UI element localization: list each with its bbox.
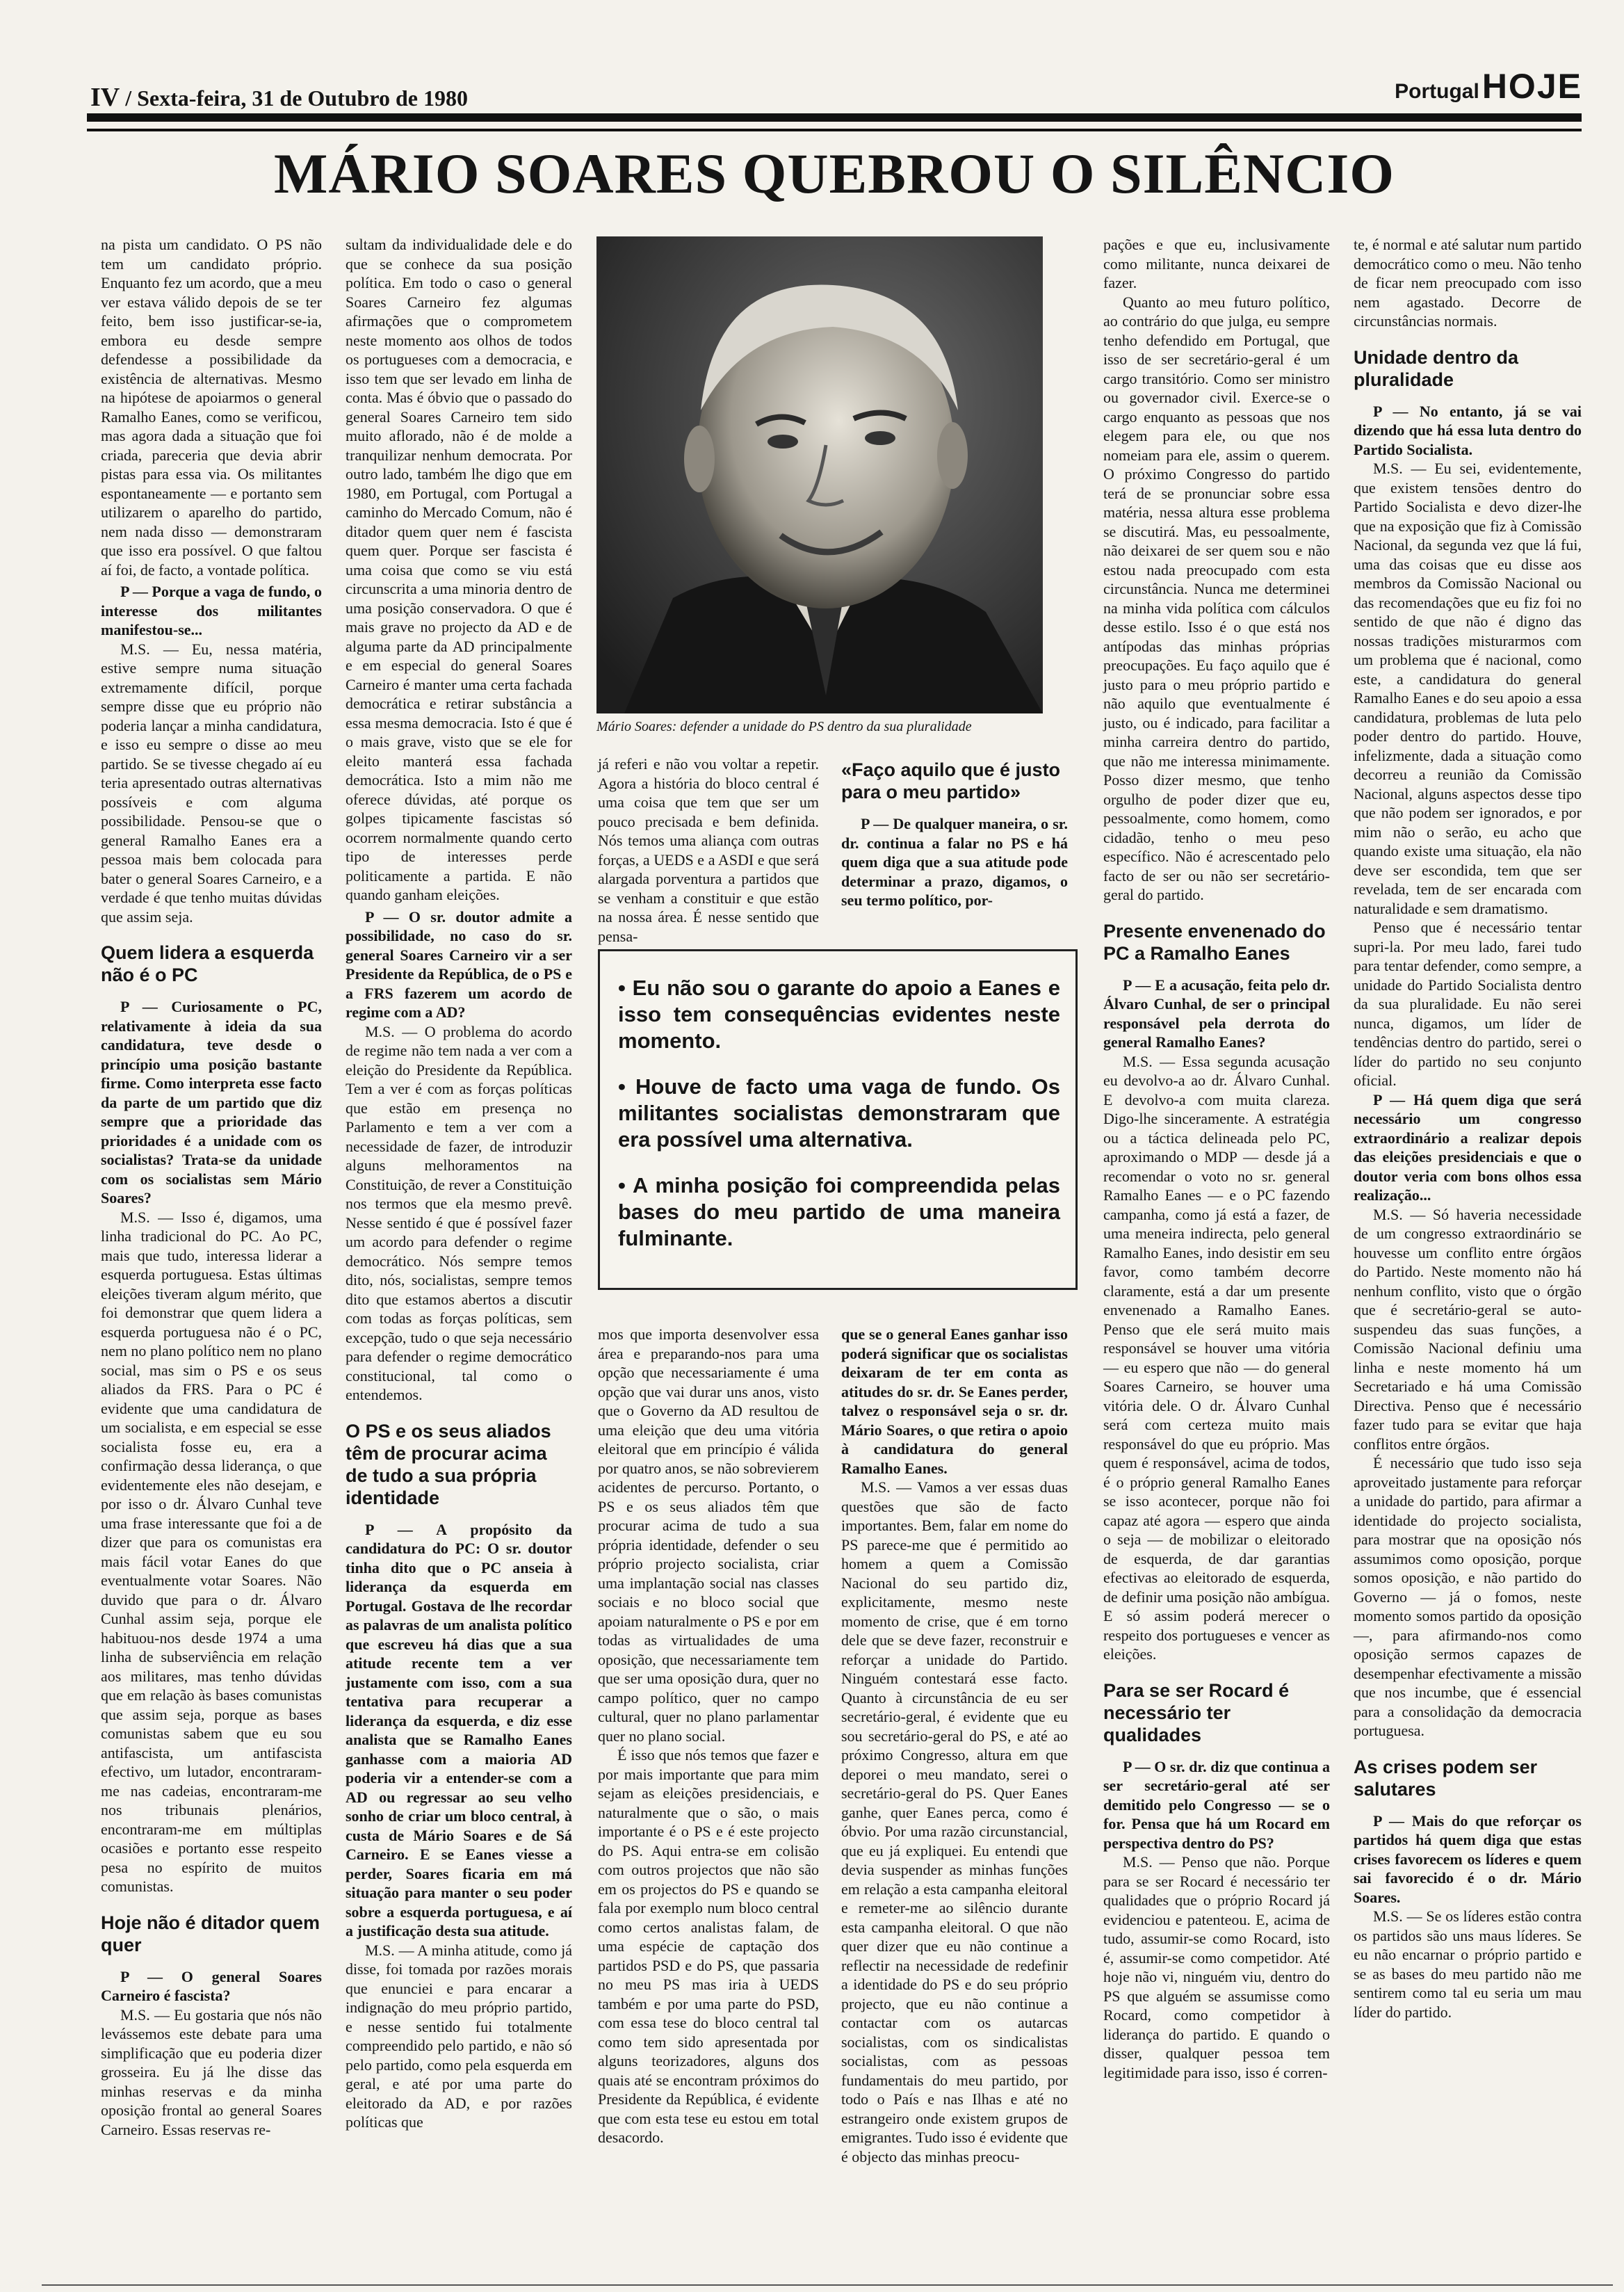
question: P — E a acusação, feita pelo dr. Álvaro Cunhal, de ser o principal responsável pela derrota do general Ramalho Eanes? xyxy=(1103,976,1330,1051)
answer: M.S. — Penso que não. Porque para se ser Rocard é necessário ter qualidades que o próprio Rocard já evidenciou e patenteou. E, acima de tudo, assumir-se como Rocard, isto é, assumir-se como competidor. Até hoje não vi, ninguém viu, dentro do PS que alguém se assumisse como Rocard, como competidor à liderança do partido. E quando o disser, qualquer pessoa tem legitimidade para isso, isso é corren- xyxy=(1103,1853,1330,2081)
column-6 xyxy=(1354,235,1582,2021)
answer: M.S. — Se os líderes estão contra os partidos são uns maus líderes. Se eu não encarnar o próprio partido e se as bases do meu partido não me sentirem como tal eu seria um mau líder do partido. xyxy=(1354,1907,1582,2021)
column-1 xyxy=(101,235,322,2139)
paragraph: Quanto ao meu futuro político, ao contrário do que julga, eu sempre tenho defendido em Portugal, que isso de ser secretário-geral é um cargo transitório. Como ser ministro ou governador civil. Exerce-se o cargo enquanto as pessoas que nos elegem para ele, ou que nos nomeiam para ele, assim o querem. O próximo Congresso do partido terá de se pronunciar sobre essa matéria, nessa altura esse problema se discutirá. Mas, eu pessoalmente, não deixarei de ser quem sou e não estou nada preocupado com esta circunstância. Nunca me determinei na minha vida política com cálculos desse estilo. Isso é o que está nos antípodas das minhas próprias preocupações. Eu faço aquilo que é justo para o meu próprio partido e não aquilo que eventualmente é justo, ou é indicado, para facilitar a minha carreira dentro do partido, que não me interessa minimamente. Posso dizer mesmo, que tenho orgulho de poder dizer que eu, pessoalmente, como homem, como cidadão, tenho o meu peso específico. Não é acrescentado pelo facto de ser ou não ser secretário-geral do partido. xyxy=(1103,293,1330,903)
headline: MÁRIO SOARES QUEBROU O SILÊNCIO xyxy=(273,142,1395,205)
masthead-name: HOJE xyxy=(1481,67,1582,106)
quote-item: • Houve de facto uma vaga de fundo. Os militantes socialistas demonstraram que era possível uma alternativa. xyxy=(618,1074,1060,1152)
page-number: IV xyxy=(90,83,120,112)
answer: Penso que é necessário tentar supri-la. Por meu lado, farei tudo para tentar defender, como sempre, a unidade do Partido Socialista dentro da sua pluralidade. Eu não serei nunca, digamos, um líder de tendências dentro do partido, serei o líder do partido no seu conjunto oficial. xyxy=(1354,919,1582,1089)
question: P — A propósito da candidatura do PC: O sr. doutor tinha dito que o PC anseia à liderança da esquerda em Portugal. Gostava de lhe recordar as palavras de um analista político que escreveu há dias que a sua atitude recente tem a ver justamente com isso, com a sua tentativa para recuperar a liderança da esquerda, e diz esse analista que se Ramalho Eanes ganhasse com a maioria AD poderia vir a entender-se com a AD ou regressar ao seu velho sonho de criar um bloco central, à custa de Mário Soares e de Sá Carneiro. E se Eanes viesse a perder, Soares ficaria em má situação para manter o seu poder sobre a esquerda portuguesa, e aí a justificação desta sua atitude. xyxy=(346,1520,572,1939)
question: P — Mais do que reforçar os partidos há quem diga que estas crises favorecem os líderes e quem sai favorecido é o dr. Mário Soares. xyxy=(1354,1811,1582,1906)
photo-caption: Mário Soares: defender a unidade do PS dentro da sua pluralidade xyxy=(596,719,972,734)
masthead-prefix: Portugal xyxy=(1395,80,1479,103)
subheading: O PS e os seus aliados têm de procurar acima de tudo a sua própria identidade xyxy=(346,1420,551,1508)
paragraph: mos que importa desenvolver essa área e preparando-nos para uma opção que necessariamente é uma opção que vai durar uns anos, visto que o Governo da AD resultou de uma eleição que deu uma vitória eleitoral que em princípio é válida por quatro anos, se não sobrevierem acidentes de percurso. Portanto, o PS e os seus aliados têm que procurar acima de tudo a sua própria identidade, defender o seu próprio projecto socialista, criar uma implantação social nas classes sociais e no bloco social que apoiam naturalmente o PS e por em todas as virtualidades de uma oposição, que necessariamente tem que ser uma oposição dura, quer no campo político, quer no campo cultural, quer no plano parlamentar quer no plano social. xyxy=(598,1325,819,1745)
paragraph: na pista um candidato. O PS não tem um candidato próprio. Enquanto fez um acordo, que a meu ver estava válido depois de se ter feito, bem isso justificar-se-ia, embora eu desde sempre defendesse a possibilidade da existência de alternativas. Mesmo na hipótese de apoiarmos o general Ramalho Eanes, como se verificou, mas agora dada a situação que foi criada, pareceria que devia abrir pistas para essa via. Os militantes espontaneamente — e portanto sem utilizarem o aparelho do partido, nem nada disso — demonstraram que isso era possível. O que faltou aí foi, de facto, a vontade política. xyxy=(101,236,322,579)
answer: M.S. — Só haveria necessidade de um congresso extraordinário se houvesse um conflito entre órgãos do Partido. Neste momento não há nenhum conflito, visto que o órgão que é secretário-geral se auto-suspendeu das suas funções, a Comissão Nacional definiu uma linha e neste momento há um Secretariado e há uma Comissão Directiva. Penso que é necessário fazer tudo para se evitar que haja conflitos entre órgãos. xyxy=(1354,1205,1582,1453)
header-rule-thin xyxy=(87,129,1582,131)
subheading: Presente envenenado do PC a Ramalho Eanes xyxy=(1103,920,1326,964)
column-3 xyxy=(598,754,819,946)
question: P — O sr. dr. diz que continua a ser secretário-geral até ser demitido pelo Congresso — se o for. Pensa que há um Rocard em perspectiva dentro do PS? xyxy=(1103,1757,1330,1852)
paragraph: É isso que nós temos que fazer e por mais importante que para mim sejam as eleições presidenciais, e naturalmente que o são, o mais importante é o PS e é este projecto do PS. Aqui entra-se em colisão com outros projectos que não são em os projectos do PS e quando se fala por exemplo num bloco central como certos analistas falam, de uma espécie de captação dos partidos PSD e do PS, que passaria no meu PS mas iria à UEDS também e por uma parte do PSD, com essa tese do bloco central tal como tem sido apresentada por alguns teorizadores, alguns dos quais até se encontram próximos do Presidente da República, é evidente que com esta tese eu estou em total desacordo. xyxy=(598,1746,819,2146)
column-2 xyxy=(346,235,572,2132)
question: P — O sr. doutor admite a possibilidade, no caso do sr. general Soares Carneiro vir a ser Presidente da República, de o PS e a FRS fazerem um acordo de regime com a AD? xyxy=(346,907,572,1021)
subheading: Para se ser Rocard é necessário ter qualidades xyxy=(1103,1679,1290,1745)
page-date: / Sexta-feira, 31 de Outubro de 1980 xyxy=(125,86,468,111)
portrait-illustration xyxy=(596,236,1043,713)
paragraph: te, é normal e até salutar num partido democrático como o meu. Não tenho de ficar nem preocupado com isso nem agastado. Decorre de circunstâncias normais. xyxy=(1354,236,1582,330)
subheading: Quem lidera a esquerda não é o PC xyxy=(101,942,314,985)
answer: M.S. — Eu gostaria que nós não levássemos este debate para uma simplificação que eu poderia dizer grosseira. Eu já lhe disse das minhas reservas e da minha oposição frontal ao general Soares Carneiro. Essas reservas re- xyxy=(101,2006,322,2138)
page-dateline xyxy=(90,82,468,113)
quote-item: • A minha posição foi compreendida pelas bases do meu partido de uma maneira fulminante. xyxy=(618,1173,1060,1250)
question: P — Curiosamente o PC, relativamente à ideia da sua candidatura, teve desde o princípio uma posição bastante firme. Como interpreta esse facto da parte de um partido que diz sempre que a prioridade das prioridades é a unidade com os socialistas? Trata-se da unidade com os socialistas sem Mário Soares? xyxy=(101,998,322,1206)
question: P — Porque a vaga de fundo, o interesse dos militantes manifestou-se... xyxy=(101,583,322,638)
paragraph: sultam da individualidade dele e do que se conhece da sua posição política. Em todo o caso o general Soares Carneiro fez algumas afirmações que o comprometem neste momento aos olhos de todos os portugueses com a democracia, e isso tem que ser levado em linha de conta. Mas é óbvio que o passado do general Soares Carneiro tem sido muito aflorado, não é de molde a tranquilizar nenhum democrata. Por outro lado, também lhe digo que em 1980, em Portugal, com Portugal a caminho do Mercado Comum, não é ditador quem quer nem é fascista quem quer. Porque ser fascista é uma coisa que como se viu está circunscrita a uma minoria dentro de uma posição conservadora. O que é mais grave no projecto da AD e de alguma parte da AD principalmente e em especial do general Soares Carneiro é manter uma certa fachada democrática e retirar substância a essa mesma democracia. Isto é que é o mais grave, visto que se ele for eleito manterá essa fachada democrática. Isto a mim não me oferece dúvidas, até porque os golpes tipicamente fascistas só ocorrem normalmente quando certo tipo de interesses perde politicamente a partida. E não quando ganham eleições. xyxy=(346,236,572,903)
question: P — No entanto, já se vai dizendo que há essa luta dentro do Partido Socialista. xyxy=(1354,402,1582,458)
answer: M.S. — O problema do acordo de regime não tem nada a ver com a eleição do Presidente da República. Tem a ver é com as forças políticas que estão em presença no Parlamento e tem a ver com a necessidade de fazer, de introduzir alguns melhoramentos na Constituição, de rever a Constituição nos termos que ela mesmo prevê. Nesse sentido é que é possível fazer um acordo para defender o regime democrático. Nós sempre temos dito, nós, socialistas, sempre temos dito que estamos abertos a discutir com todas as forças políticas, sem excepção, tudo o que seja necessário para defender o regime democrático constitucional, tal como o entendemos. xyxy=(346,1022,572,1403)
masthead xyxy=(1395,66,1582,106)
column-5 xyxy=(1103,235,1330,2082)
question: que se o general Eanes ganhar isso poderá significar que os socialistas deixaram de ter em conta as atitudes do sr. dr. Se Eanes perder, talvez o responsável seja o sr. dr. Mário Soares, o que retira o apoio à candidatura do general Ramalho Eanes. xyxy=(841,1325,1068,1477)
answer: É necessário que tudo isso seja aproveitado justamente para reforçar a unidade do partido, para afirmar a identidade do projecto socialista, para mostrar que na oposição nós assumimos como oposição, porque somos oposição, e não partido do Governo — já o fomos, neste momento somos partido da oposição —, para afirmando-nos como oposição sermos capazes de desempenhar efectivamente a missão que nos incumbe, que é essencial para a consolidação da democracia portuguesa. xyxy=(1354,1454,1582,1739)
question: P — O general Soares Carneiro é fascista? xyxy=(101,1967,322,2004)
header-rule xyxy=(87,113,1582,122)
answer: M.S. — Eu, nessa matéria, estive sempre numa situação extremamente difícil, porque sempre disse que eu próprio não poderia lançar a minha candidatura, e isso eu sempre o disse ao meu partido. Se se tivesse chegado aí eu teria apresentado outras alternativas possíveis e com alguma possibilidade. Pensou-se que o general Ramalho Eanes era a pessoa mais bem colocada para bater o general Soares Carneiro, e a verdade é que tenho muitas dúvidas que assim seja. xyxy=(101,640,322,926)
subheading: «Faço aquilo que é justo para o meu partido» xyxy=(841,759,1061,802)
paragraph: pações e que eu, inclusivamente como militante, nunca deixarei de fazer. xyxy=(1103,236,1330,291)
answer: M.S. — Eu sei, evidentemente, que existem tensões dentro do Partido Socialista e devo dizer-lhe que na exposição que fiz à Comissão Nacional, da segunda vez que lá fui, uma das coisas que eu disse aos membros da Comissão Nacional ou das recomendações que eu fiz foi no sentido de que não é digno das nossas tradições misturarmos com um problema que é nacional, como este, a candidatura do general Ramalho Eanes e do seu apoio a essa candidatura, problemas de luta pelo poder dentro do partido. Houve, infelizmente, dada a situação como decorreu a reunião da Comissão Nacional, alguns aspectos desse tipo que não podem ser ignorados, e por mim não o serão, eu acho que quando existe uma situação, ela não deve ser escondida, tem que ser revelada, tem de ser encarada com naturalidade e sem dramatismo. xyxy=(1354,460,1582,917)
column-4 xyxy=(841,754,1068,910)
portrait-photo xyxy=(596,236,1043,713)
answer: M.S. — Isso é, digamos, uma linha tradicional do PC. Ao PC, mais que tudo, interessa liderar a esquerda portuguesa. Estas últimas eleições tiveram algum mérito, que foi demonstrar que quem lidera a esquerda portuguesa não é o PC, nem no plano político nem no plano social, mas sim o PS e os seus aliados da FRS. Para o PC é evidente que uma candidatura de um socialista, e em especial se esse socialista fosse eu, era a confirmação dessa liderança, o que evidentemente eles não desejam, e por isso o dr. Álvaro Cunhal teve uma frase interessante que foi a de dizer que para os comunistas era mais fácil votar Eanes do que eventualmente votar Soares. Não duvido que para o dr. Álvaro Cunhal assim seja, porque ele habituou-nos desde 1974 a uma linha de subserviência em relação aos militares, mas tenho dúvidas que em relação às bases comunistas que assim seja, porque as bases comunistas sabem que eu sou antifascista, um antifascista efectivo, um lutador, encontraram-me nas cadeias, encontraram-me nos tribunais plenários, encontraram-me em múltiplas ocasiões e portanto esse respeito pesa no espírito de muitos comunistas. xyxy=(101,1208,322,1895)
footer-rule xyxy=(42,2284,1613,2286)
column-3-lower xyxy=(598,1325,819,2147)
answer: M.S. — A minha atitude, como já disse, foi tomada por razões morais que enunciei e para encarar a indignação do meu próprio partido, e nesse sentido fui totalmente compreendido pelo partido, e não só pelo partido, como pela esquerda em geral, e até por uma parte do eleitorado da AD, e por razões políticas que xyxy=(346,1941,572,2131)
question: P — De qualquer maneira, o sr. dr. continua a falar no PS e há quem diga que a sua atitude pode determinar a prazo, digamos, o seu termo político, por- xyxy=(841,815,1068,909)
quote-item: • Eu não sou o garante do apoio a Eanes e isso tem consequências evidentes neste momento. xyxy=(618,976,1060,1053)
paragraph: já referi e não vou voltar a repetir. Agora a história do bloco central é uma coisa que tem que ser um pouco precisada e bem definida. Nós temos uma aliança com outras forças, a UEDS e a ASDI e que será alargada porventura a partidos que se venham a constituir e que estão na nossa área. É nesse sentido que pensa- xyxy=(598,755,819,945)
question: P — Há quem diga que será necessário um congresso extraordinário a realizar depois das eleições presidenciais e que o doutor veria com bons olhos essa realização... xyxy=(1354,1090,1582,1204)
answer: M.S. — Vamos a ver essas duas questões que são de facto importantes. Bem, falar em nome do PS parece-me que é permitido ao homem a quem a Comissão Nacional do seu partido diz, explicitamente, mesmo neste momento de crise, que é em torno dele que se deve fazer, reconstruir e reforçar a unidade do Partido. Ninguém contestará esse facto. Quanto à circunstância de eu ser secretário-geral, é evidente que eu sou secretário-geral do PS, e até ao próximo Congresso, altura em que deporei o meu mandato, serei o secretário-geral do PS. Quer Eanes ganhe, quer Eanes perca, como é óbvio. Por uma razão circunstancial, que eu já expliquei. Eu entendi que devia suspender as minhas funções em relação a esta campanha eleitoral e remeter-me ao silêncio durante esta campanha eleitoral. O que não quer dizer que eu não continue a reflectir na necessidade de redefinir a identidade do PS e do seu próprio projecto, que eu não continue a contactar com os autarcas socialistas, com os sindicalistas socialistas, com as pessoas fundamentais do meu partido, por todo o País e nas Ilhas e até no estrangeiro onde existem grupos de emigrantes. Tudo isso é evidente que é objecto das minhas preocu- xyxy=(841,1478,1068,2165)
answer: M.S. — Essa segunda acusação eu devolvo-a ao dr. Álvaro Cunhal. E devolvo-a com muita clareza. Digo-lhe sinceramente. A estratégia ou a táctica delineada pelo PC, aproximando o MDP — desde já a recomendar o voto no sr. general Ramalho Eanes — e o PC fazendo campanha, como já está a fazer, de uma meneira indirecta, pelo general Ramalho Eanes, indo desistir em seu favor, como também decorre claramente, está a dar um presente envenenado a Ramalho Eanes. Penso que ele será muito mais responsável se houver uma vitória — eu espero que não — do general Soares Carneiro, se houver uma vitória dele. O dr. Álvaro Cunhal será com certeza muito mais responsável do que eu próprio. Mas quem é responsável, acima de todos, é o próprio general Ramalho Eanes se isso acontecer, porque não foi capaz até agora — espero que ainda o seja — de mobilizar o eleitorado de esquerda, de dar garantias efectivas ao eleitorado de esquerda, de definir uma posição não ambígua. E só assim poderá merecer o respeito dos portugueses e vencer as eleições. xyxy=(1103,1052,1330,1663)
column-4-lower xyxy=(841,1325,1068,2166)
subheading: Unidade dentro da pluralidade xyxy=(1354,346,1519,390)
subheading: As crises podem ser salutares xyxy=(1354,1756,1538,1800)
subheading: Hoje não é ditador quem quer xyxy=(101,1912,320,1955)
quote-box xyxy=(598,949,1078,1290)
